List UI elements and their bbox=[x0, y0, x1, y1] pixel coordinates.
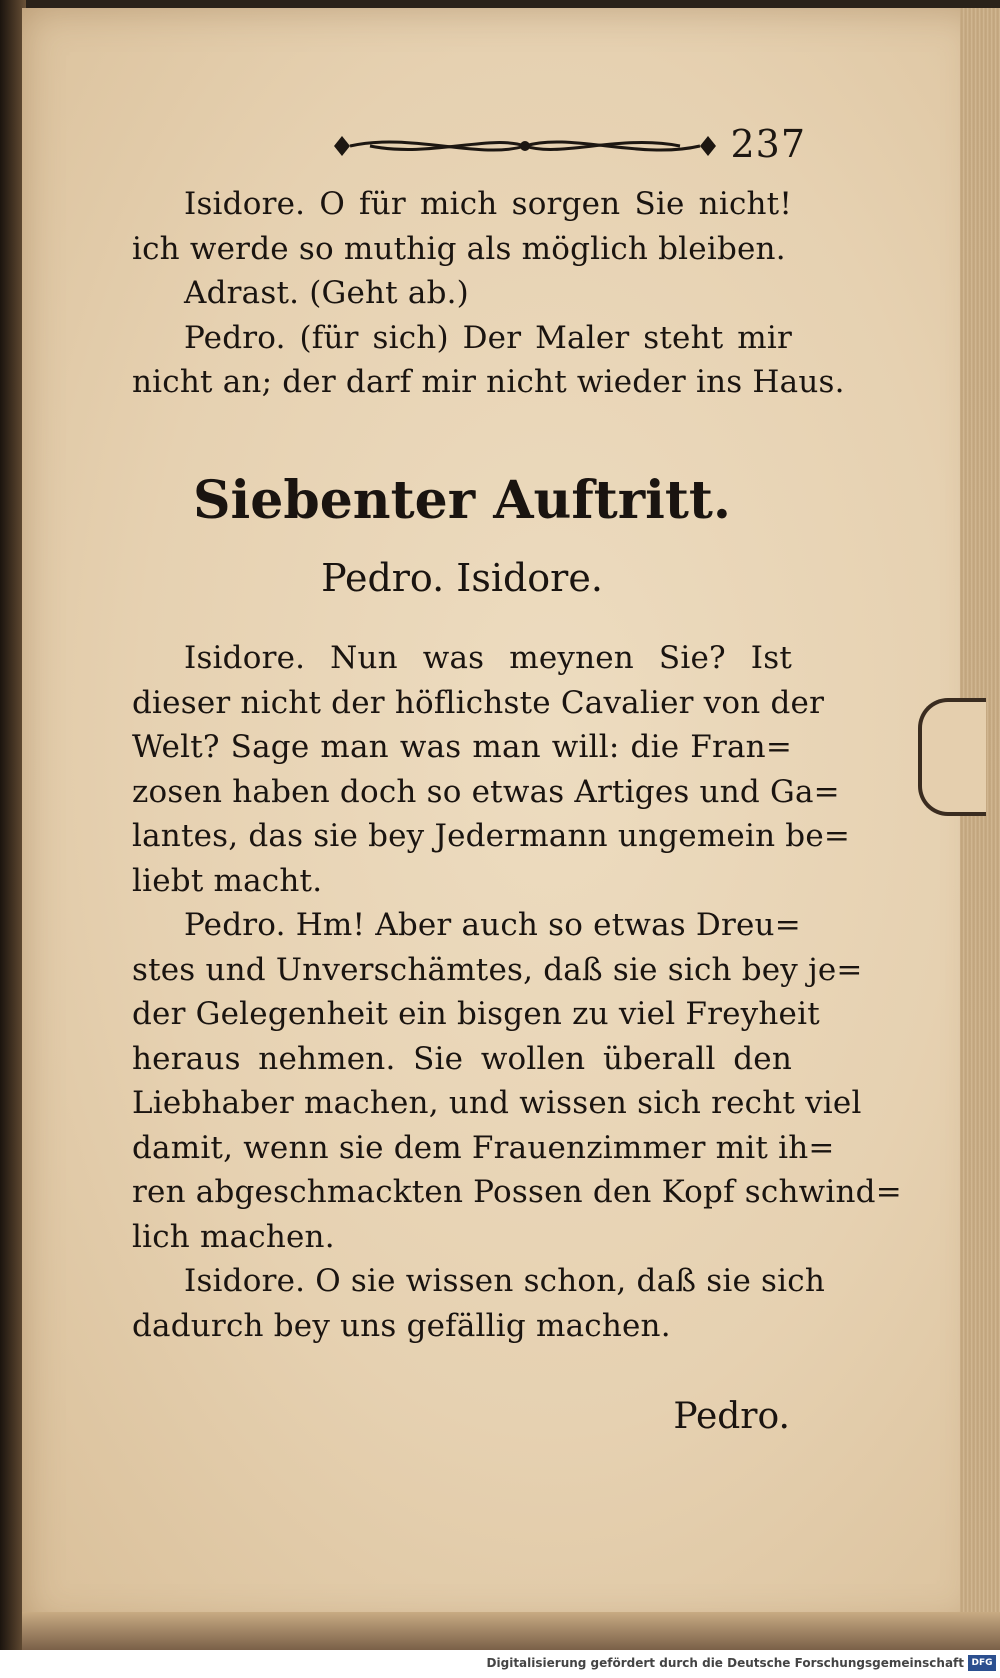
text-line: Liebhaber machen, und wissen sich recht viel bbox=[132, 1085, 862, 1121]
text-line: damit, wenn sie dem Frauenzimmer mit ih= bbox=[132, 1129, 835, 1166]
page-number: 237 bbox=[730, 122, 806, 166]
page-stack-edge bbox=[960, 8, 1000, 1628]
text-line: ren abgeschmackten Possen den Kopf schwind= bbox=[132, 1174, 902, 1210]
text-line: Pedro. Hm! Aber auch so etwas Dreu= bbox=[184, 907, 801, 943]
text-line: heraus nehmen. Sie wollen überall den bbox=[132, 1040, 792, 1077]
running-header bbox=[120, 118, 806, 168]
dialogue-block-1 bbox=[132, 182, 845, 405]
scene-heading: Siebenter Auftritt. bbox=[192, 470, 732, 531]
printers-ornament-icon bbox=[330, 128, 720, 164]
text-line: lantes, das sie bey Jedermann ungemein be= bbox=[132, 818, 851, 854]
page-bottom-edge bbox=[22, 1612, 1000, 1650]
footer-credit: Digitalisierung gefördert durch die Deutsche Forschungsgemeinschaft bbox=[486, 1656, 964, 1670]
text-line: ich werde so muthig als möglich bleiben. bbox=[132, 230, 786, 267]
page-tab-marker bbox=[918, 698, 986, 816]
text-line: liebt macht. bbox=[132, 862, 323, 899]
text-line: dieser nicht der höflichste Cavalier von der bbox=[132, 684, 825, 721]
dfg-logo: DFG bbox=[968, 1655, 996, 1671]
text-line: nicht an; der darf mir nicht wieder ins Haus. bbox=[132, 364, 845, 400]
text-line: lich machen. bbox=[132, 1218, 335, 1255]
text-line: Adrast. (Geht ab.) bbox=[184, 275, 469, 311]
digitization-footer bbox=[0, 1650, 1000, 1678]
scene-characters: Pedro. Isidore. bbox=[321, 556, 603, 600]
text-line: Isidore. O für mich sorgen Sie nicht! bbox=[184, 186, 792, 222]
text-line: Isidore. Nun was meynen Sie? Ist bbox=[184, 640, 792, 676]
text-line: Welt? Sage man was man will: die Fran= bbox=[132, 729, 792, 765]
text-line: Pedro. (für sich) Der Maler steht mir bbox=[184, 319, 792, 356]
text-line: stes und Unverschämtes, daß sie sich bey je= bbox=[132, 951, 863, 988]
text-line: zosen haben doch so etwas Artiges und Ga= bbox=[132, 773, 840, 810]
dialogue-block-2 bbox=[132, 636, 902, 1348]
catchword: Pedro. bbox=[673, 1396, 790, 1437]
text-line: der Gelegenheit ein bisgen zu viel Freyheit bbox=[132, 996, 820, 1032]
text-line: Isidore. O sie wissen schon, daß sie sich bbox=[184, 1263, 826, 1299]
text-line: dadurch bey uns gefällig machen. bbox=[132, 1307, 671, 1344]
